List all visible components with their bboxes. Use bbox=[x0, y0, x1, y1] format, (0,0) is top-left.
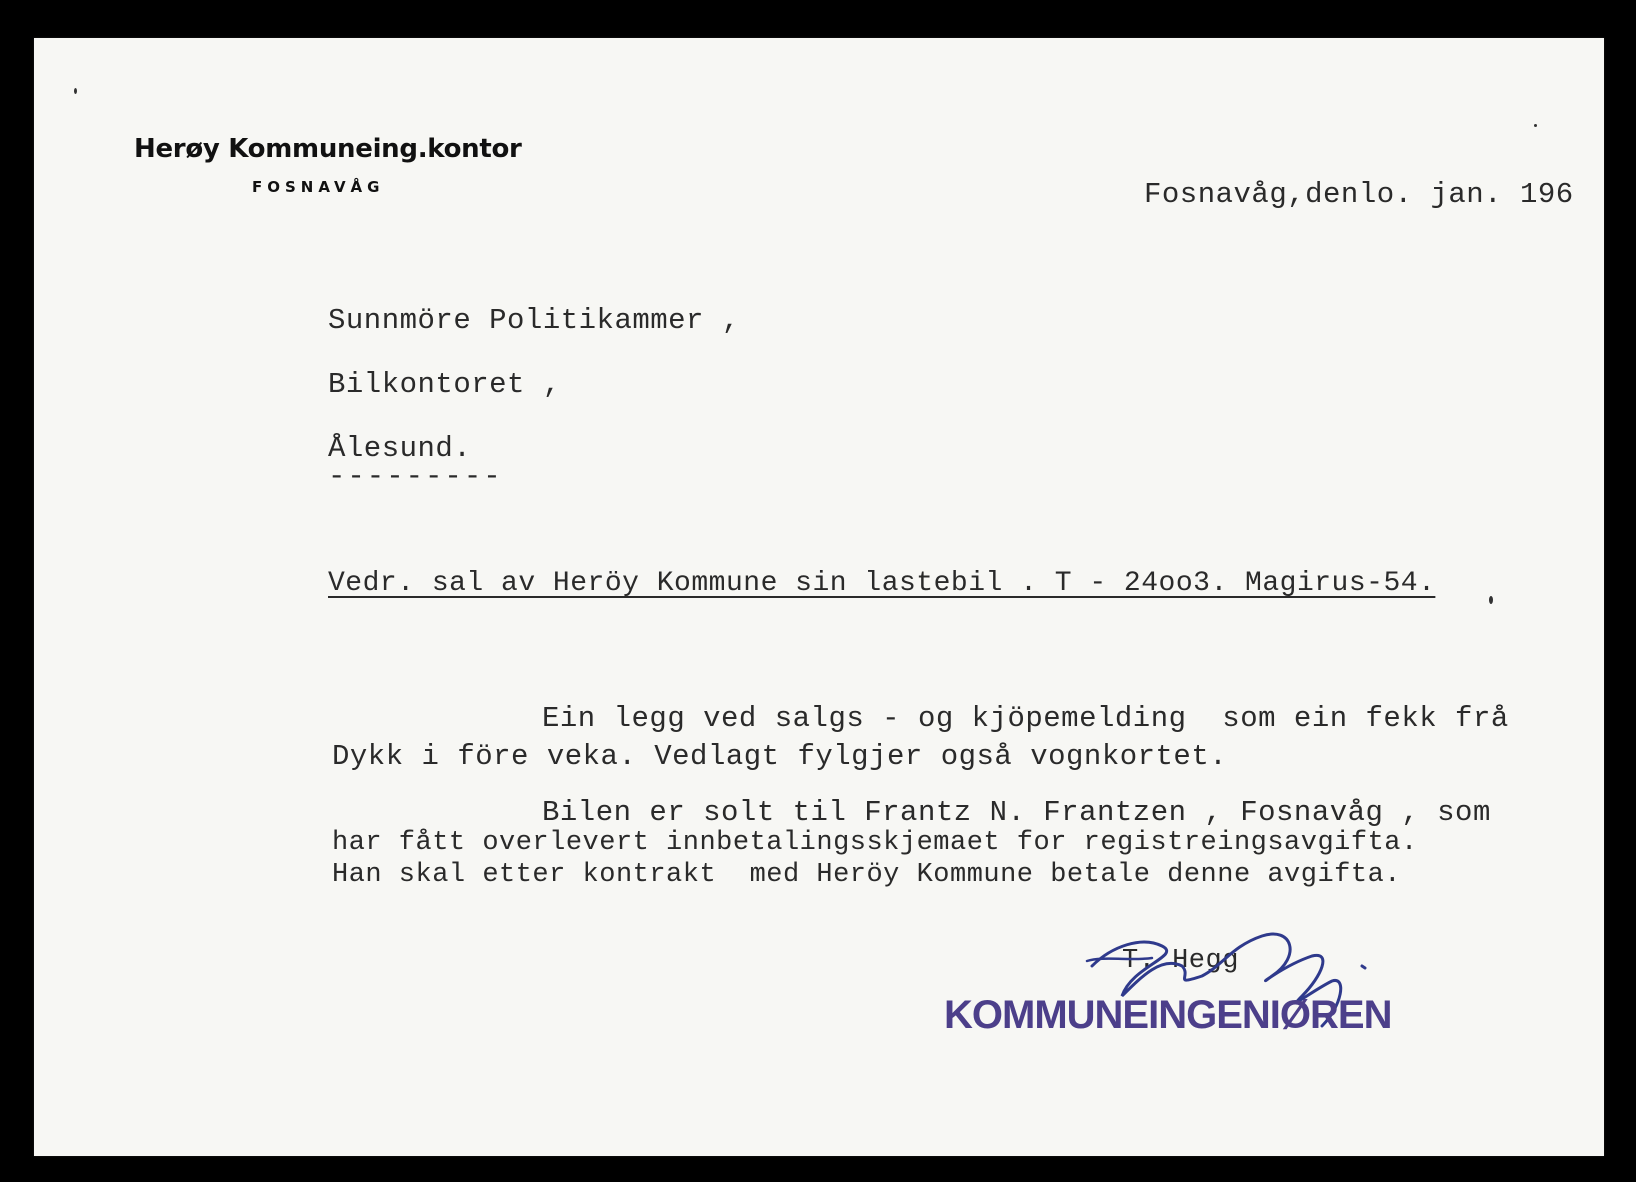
body-p2-line1: Bilen er solt til Frantz N. Frantzen , Fosnavåg , som bbox=[542, 796, 1491, 829]
date-line: Fosnavåg,denlo. jan. 196 bbox=[1144, 178, 1574, 211]
letterhead-city: FOSNAVÅG bbox=[252, 178, 385, 196]
recipient-rule: --------- bbox=[328, 460, 503, 493]
letter-page bbox=[34, 38, 1604, 1156]
body-p1-line2: Dykk i före veka. Vedlagt fylgjer også vognkortet. bbox=[332, 740, 1228, 773]
paper-speck bbox=[1534, 124, 1537, 127]
paper-speck bbox=[74, 88, 77, 94]
recipient-line-3: Ålesund. bbox=[328, 432, 472, 465]
body-p1-line1: Ein legg ved salgs - og kjöpemelding som ein fekk frå bbox=[542, 702, 1509, 735]
official-stamp: KOMMUNEINGENIØREN bbox=[944, 993, 1392, 1037]
recipient-line-1: Sunnmöre Politikammer , bbox=[328, 304, 740, 337]
body-p2-line2: har fått overlevert innbetalingsskjemaet for registreingsavgifta. bbox=[332, 828, 1418, 858]
signatory-name: T. Hegg bbox=[1122, 946, 1239, 976]
body-p2-line3: Han skal etter kontrakt med Heröy Kommune betale denne avgifta. bbox=[332, 860, 1401, 890]
letterhead-name: Herøy Kommuneing.kontor bbox=[134, 134, 522, 164]
recipient-line-2: Bilkontoret , bbox=[328, 368, 561, 401]
subject-line: Vedr. sal av Heröy Kommune sin lastebil . T - 24oo3. Magirus-54. bbox=[328, 568, 1436, 599]
paper-speck bbox=[1489, 596, 1493, 604]
